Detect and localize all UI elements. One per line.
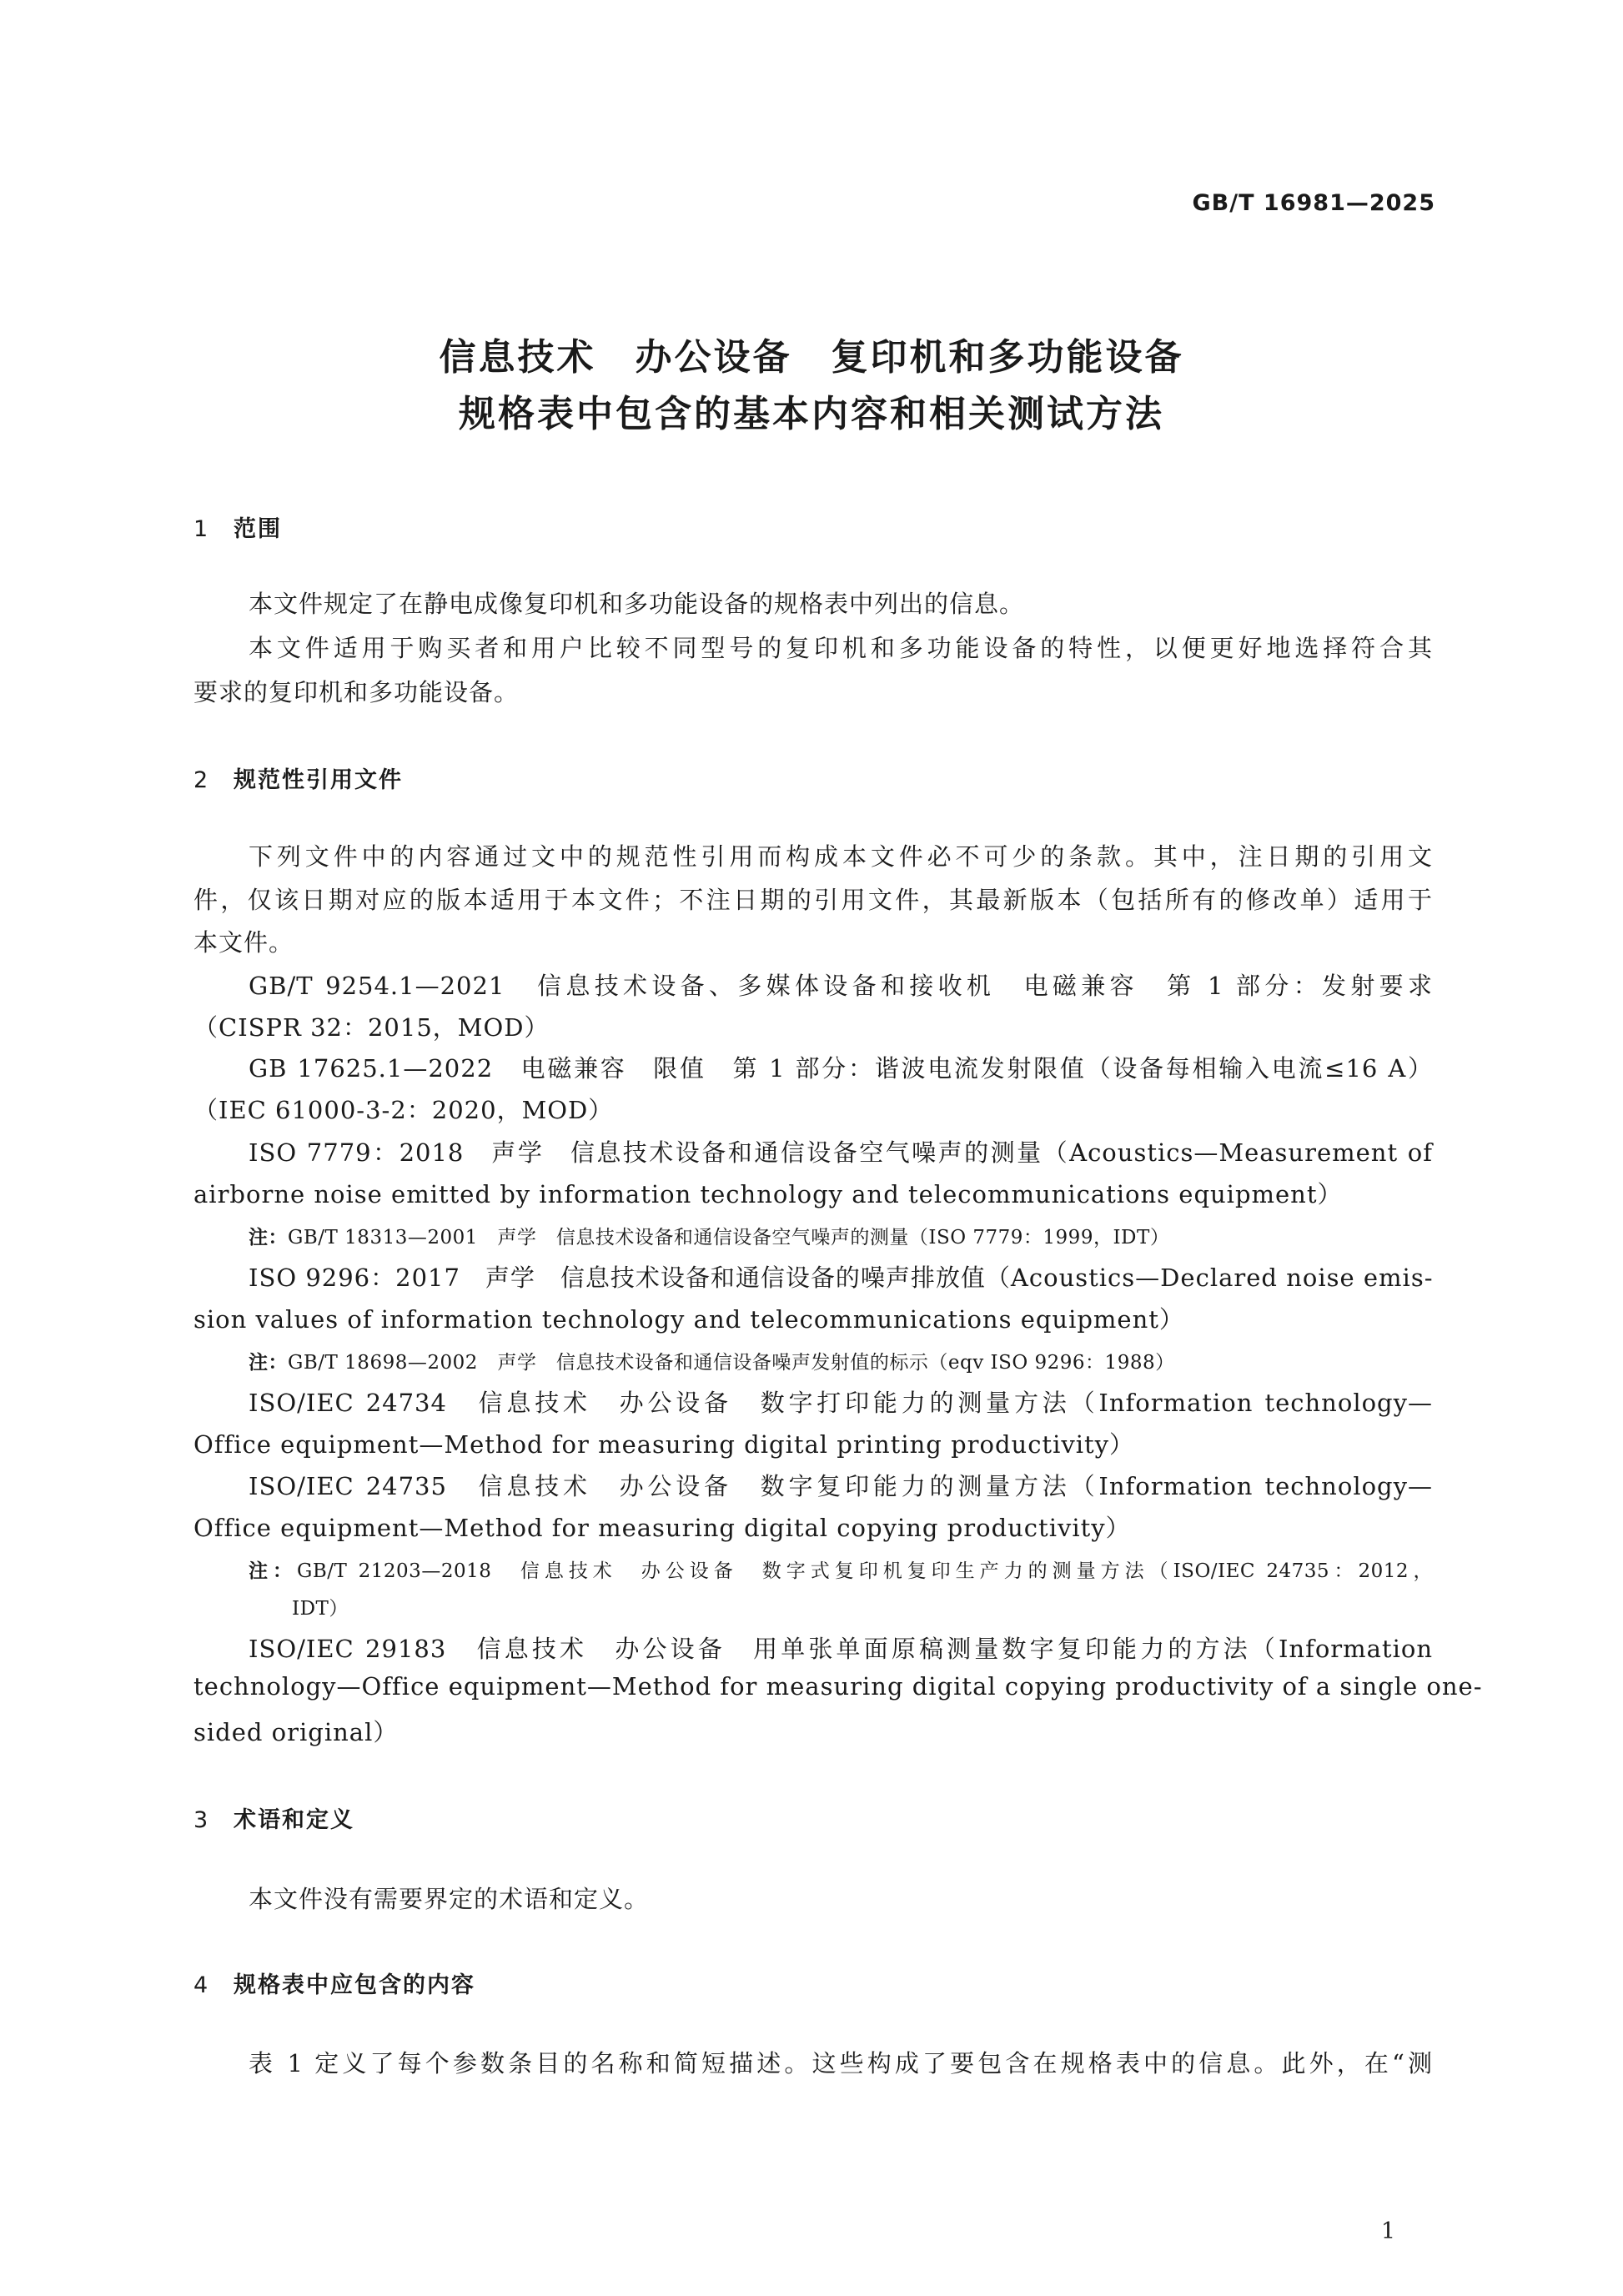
- section-2-number: 2: [193, 767, 210, 793]
- note-2-text: GB/T 18698—2002 声学 信息技术设备和通信设备噪声发射值的标示（eqv ISO 9296：1988）: [288, 1352, 1175, 1374]
- reference-iso-iec-29183-line-2: technology—Office equipment—Method for measuring digital copying productivity of a single one-: [193, 1672, 1483, 1701]
- reference-iso-7779-line-2: airborne noise emitted by information technology and telecommunications equipment）: [193, 1180, 1343, 1208]
- reference-iso-iec-24735-line-2: Office equipment—Method for measuring digital copying productivity）: [193, 1514, 1131, 1542]
- section-3-heading: [193, 1801, 354, 1834]
- reference-iso-iec-29183-line-1: ISO/IEC 29183 信息技术 办公设备 用单张单面原稿测量数字复印能力的方法（Information: [249, 1635, 1433, 1663]
- section-1-paragraph-1: 本文件规定了在静电成像复印机和多功能设备的规格表中列出的信息。: [249, 590, 1025, 618]
- reference-iso-9296-line-1: ISO 9296：2017 声学 信息技术设备和通信设备的噪声排放值（Acoustics—Declared noise emis-: [249, 1264, 1434, 1292]
- document-title-line-1: 信息技术 办公设备 复印机和多功能设备: [439, 336, 1184, 379]
- reference-iso-iec-24734-line-1: ISO/IEC 24734 信息技术 办公设备 数字打印能力的测量方法（Information technology—: [249, 1389, 1433, 1417]
- note-1-label: 注：: [249, 1227, 288, 1248]
- document-title-line-2: 规格表中包含的基本内容和相关测试方法: [459, 393, 1164, 435]
- section-3-title: 术语和定义: [234, 1807, 354, 1833]
- note-3-text: GB/T 21203—2018 信息技术 办公设备 数字式复印机复印生产力的测量方法（ISO/IEC 24735：2012，: [296, 1560, 1433, 1582]
- section-2-heading: [193, 761, 403, 794]
- reference-iso-iec-24735-line-1: ISO/IEC 24735 信息技术 办公设备 数字复印能力的测量方法（Information technology—: [249, 1472, 1433, 1500]
- section-4-title: 规格表中应包含的内容: [234, 1972, 475, 1998]
- section-4-number: 4: [193, 1972, 210, 1998]
- section-1-heading: [193, 510, 282, 543]
- reference-gb-17625-line-1: GB 17625.1—2022 电磁兼容 限值 第 1 部分：谐波电流发射限值（设备每相输入电流≤16 A）: [249, 1054, 1433, 1083]
- section-1-paragraph-2-line-2: 要求的复印机和多功能设备。: [193, 678, 520, 706]
- section-2-intro-line-1: 下列文件中的内容通过文中的规范性引用而构成本文件必不可少的条款。其中，注日期的引用文: [249, 842, 1433, 871]
- section-3-paragraph-1: 本文件没有需要界定的术语和定义。: [249, 1885, 650, 1913]
- page-number: 1: [1380, 2218, 1395, 2244]
- section-3-number: 3: [193, 1807, 210, 1833]
- section-1-number: 1: [193, 516, 210, 542]
- section-1-paragraph-2-line-1: 本文件适用于购买者和用户比较不同型号的复印机和多功能设备的特性，以便更好地选择符合其: [249, 634, 1433, 662]
- section-2-title: 规范性引用文件: [234, 767, 403, 793]
- note-2-label: 注：: [249, 1352, 288, 1374]
- note-3-line-2: IDT）: [292, 1598, 349, 1620]
- note-3-line-1: [249, 1555, 1433, 1583]
- section-4-heading: [193, 1967, 475, 1999]
- reference-iso-9296-line-2: sion values of information technology and telecommunications equipment）: [193, 1305, 1184, 1334]
- note-3-label: 注：: [249, 1560, 297, 1582]
- reference-gbt-9254-line-2: （CISPR 32：2015，MOD）: [193, 1013, 550, 1042]
- reference-iso-7779-line-1: ISO 7779：2018 声学 信息技术设备和通信设备空气噪声的测量（Acoustics—Measurement of: [249, 1138, 1433, 1167]
- reference-iso-iec-24734-line-2: Office equipment—Method for measuring digital printing productivity）: [193, 1430, 1135, 1459]
- section-4-paragraph-1: 表 1 定义了每个参数条目的名称和简短描述。这些构成了要包含在规格表中的信息。此外，在“测: [249, 2049, 1433, 2077]
- note-2: [249, 1347, 1175, 1374]
- standard-number: GB/T 16981—2025: [1192, 190, 1435, 216]
- reference-gb-17625-line-2: （IEC 61000-3-2：2020，MOD）: [193, 1096, 614, 1124]
- reference-gbt-9254-line-1: GB/T 9254.1—2021 信息技术设备、多媒体设备和接收机 电磁兼容 第 1 部分：发射要求: [249, 972, 1433, 1000]
- note-1: [249, 1222, 1169, 1249]
- section-1-title: 范围: [234, 516, 282, 542]
- note-1-text: GB/T 18313—2001 声学 信息技术设备和通信设备空气噪声的测量（ISO 7779：1999，IDT）: [288, 1227, 1170, 1248]
- reference-iso-iec-29183-line-3: sided original）: [193, 1718, 399, 1746]
- section-2-intro-line-3: 本文件。: [193, 928, 294, 957]
- section-2-intro-line-2: 件，仅该日期对应的版本适用于本文件；不注日期的引用文件，其最新版本（包括所有的修改单）适用于: [193, 886, 1433, 914]
